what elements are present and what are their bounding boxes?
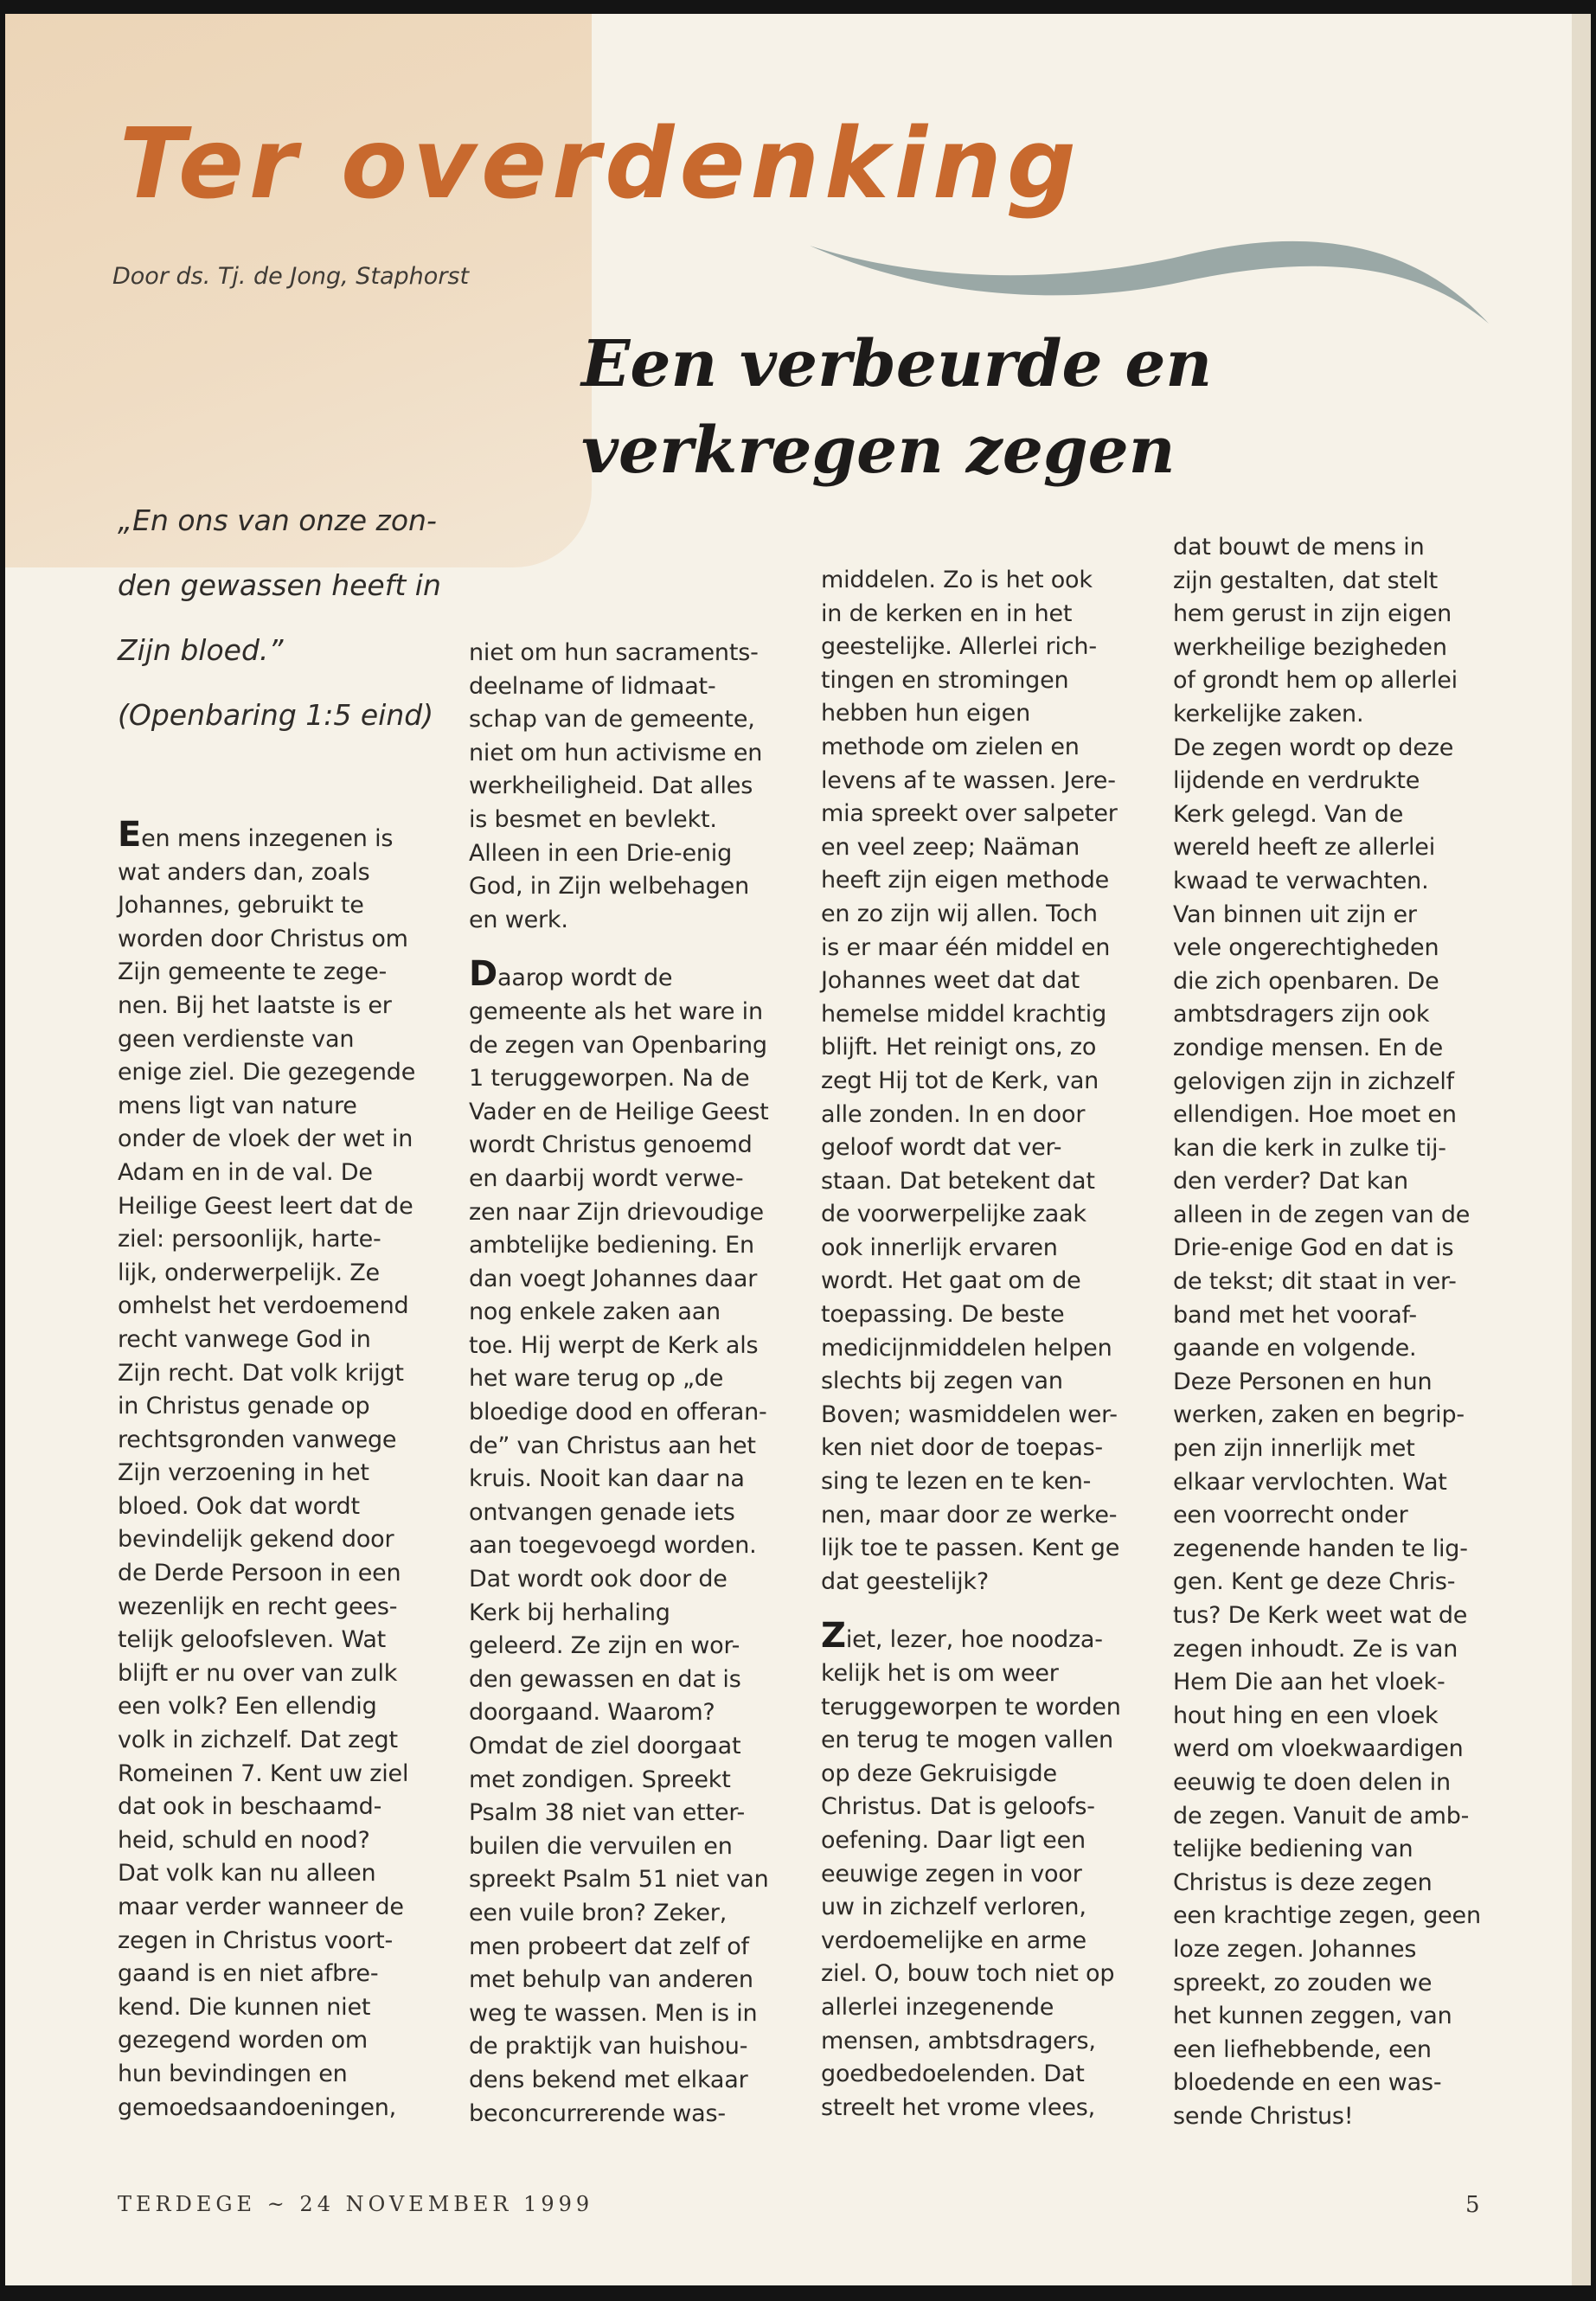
text-line: gezegend worden om <box>118 2027 369 2054</box>
text-line: geen verdienste van <box>118 1025 355 1053</box>
text-line: sende Christus! <box>1173 2102 1354 2130</box>
text-line: enige ziel. Die gezegende <box>118 1059 416 1086</box>
text-line: Zijn gemeente te zege- <box>118 958 388 986</box>
text-line: de zegen. Vanuit de amb- <box>1173 1802 1470 1830</box>
text-line: zegen inhoudt. Ze is van <box>1173 1635 1458 1663</box>
text-line: heeft zijn eigen methode <box>821 867 1110 894</box>
text-line: gemeente als het ware in <box>469 997 763 1025</box>
text-line: Christus. Dat is geloofs- <box>821 1793 1095 1821</box>
text-line: gaand is en niet afbre- <box>118 1960 379 1988</box>
drop-cap: E <box>118 815 142 855</box>
text-line: bloedige dood en offeran- <box>469 1399 767 1426</box>
text-line: eeuwige zegen in voor <box>821 1860 1082 1888</box>
text-line: elkaar vervlochten. Wat <box>1173 1468 1447 1496</box>
text-line: Van binnen uit zijn er <box>1173 901 1417 928</box>
column-lines <box>469 996 798 2131</box>
header-background <box>5 14 592 567</box>
text-line: telijk geloofsleven. Wat <box>118 1626 387 1654</box>
text-line: ziel: persoonlijk, harte- <box>118 1226 381 1253</box>
text-line: en mens inzegenen is <box>141 825 394 852</box>
text-line: Vader en de Heilige Geest <box>469 1098 769 1125</box>
text-line: Dat volk kan nu alleen <box>118 1860 376 1888</box>
text-line: en veel zeep; Naäman <box>821 833 1080 861</box>
text-line: zegen in Christus voort- <box>118 1926 394 1954</box>
text-line: en daarbij wordt verwe- <box>469 1164 744 1192</box>
text-line: bloed. Ook dat wordt <box>118 1492 360 1520</box>
text-line: een volk? Een ellendig <box>118 1693 377 1721</box>
text-line: dens bekend met elkaar <box>469 2066 748 2093</box>
text-line: blijft er nu over van zulk <box>118 1659 398 1687</box>
text-line: kwaad te verwachten. <box>1173 867 1429 894</box>
text-line: dat bouwt de mens in <box>1173 534 1425 561</box>
text-line: kelijk het is om weer <box>821 1660 1059 1687</box>
text-line: geloof wordt dat ver- <box>821 1134 1062 1162</box>
text-line: kerkelijke zaken. <box>1173 700 1364 727</box>
article-headline <box>581 321 1212 494</box>
text-line: die zich openbaren. De <box>1173 967 1439 995</box>
text-line: oefening. Daar ligt een <box>821 1826 1086 1854</box>
text-line: de Derde Persoon in een <box>118 1560 401 1587</box>
text-line: Zijn recht. Dat volk krijgt <box>118 1359 404 1387</box>
text-column-4 <box>1173 531 1502 2134</box>
text-line: ellendigen. Hoe moet en <box>1173 1101 1457 1129</box>
text-line: pen zijn innerlijk met <box>1173 1435 1415 1463</box>
text-line: Adam en in de val. De <box>118 1158 373 1186</box>
text-line: recht vanwege God in <box>118 1325 371 1353</box>
text-line: zijn gestalten, dat stelt <box>1173 567 1439 594</box>
text-line: werken, zaken en begrip- <box>1173 1401 1465 1429</box>
text-column-3 <box>821 564 1150 2125</box>
text-line: toepassing. De beste <box>821 1301 1065 1329</box>
text-line: Zijn verzoening in het <box>118 1459 369 1487</box>
text-line: geestelijke. Allerlei rich- <box>821 633 1097 661</box>
text-line: 1 teruggeworpen. Na de <box>469 1065 750 1093</box>
text-line: de” van Christus aan het <box>469 1432 756 1459</box>
text-line: Christus is deze zegen <box>1173 1868 1433 1896</box>
text-line: niet om hun sacraments- <box>469 639 759 666</box>
text-line: sing te lezen en te ken- <box>821 1468 1092 1496</box>
text-line: aarop wordt de <box>497 965 673 992</box>
text-line: dat geestelijk? <box>821 1567 989 1595</box>
text-line: medicijnmiddelen helpen <box>821 1334 1112 1362</box>
text-line: hemelse middel krachtig <box>821 1000 1107 1028</box>
text-line: worden door Christus om <box>118 925 408 952</box>
text-line: goedbedoelenden. Dat <box>821 2061 1085 2088</box>
text-line: ambtsdragers zijn ook <box>1173 1001 1430 1029</box>
magazine-page <box>5 14 1591 2285</box>
text-line: wat anders dan, zoals <box>118 858 370 886</box>
column-lines <box>469 637 798 937</box>
text-line: wezenlijk en recht gees- <box>118 1593 398 1620</box>
text-line: mens ligt van nature <box>118 1092 357 1119</box>
text-line: God, in Zijn welbehagen <box>469 873 750 901</box>
text-line: dat ook in beschaamd- <box>118 1793 382 1821</box>
text-line: is er maar één middel en <box>821 933 1111 961</box>
text-line: bloedende en een was- <box>1173 2069 1442 2097</box>
text-line: men probeert dat zelf of <box>469 1932 749 1960</box>
text-line: methode om zielen en <box>821 733 1080 760</box>
text-line: wordt Christus genoemd <box>469 1131 753 1159</box>
text-line: het ware terug op „de <box>469 1365 724 1393</box>
text-line: uw in zichzelf verloren, <box>821 1894 1086 1921</box>
text-line: een voorrecht onder <box>1173 1502 1408 1529</box>
quote-line: „En ons van onze zon- <box>118 503 437 537</box>
text-line: telijke bediening van <box>1173 1836 1413 1863</box>
text-line: bevindelijk gekend door <box>118 1526 394 1554</box>
text-line: op deze Gekruisigde <box>821 1759 1057 1787</box>
text-line: de voorwerpelijke zaak <box>821 1201 1086 1228</box>
quote-line: den gewassen heeft in <box>118 568 441 602</box>
text-line: wereld heeft ze allerlei <box>1173 834 1436 862</box>
text-line: zen naar Zijn drievoudige <box>469 1198 764 1226</box>
text-line: de zegen van Openbaring <box>469 1031 767 1059</box>
text-line: deelname of lidmaat- <box>469 672 716 700</box>
text-line: met behulp van anderen <box>469 1966 753 1994</box>
text-line: werd om vloekwaardigen <box>1173 1735 1464 1763</box>
column-lines <box>821 564 1150 1599</box>
column-lines <box>821 1657 1150 2125</box>
text-column-2 <box>469 637 798 2131</box>
text-line: iet, lezer, hoe noodza- <box>845 1626 1103 1654</box>
text-line: nen, maar door ze werke- <box>821 1501 1118 1529</box>
text-line: is besmet en bevlekt. <box>469 805 717 833</box>
text-line: een vuile bron? Zeker, <box>469 1899 727 1926</box>
text-line: loze zegen. Johannes <box>1173 1935 1417 1963</box>
text-line: mia spreekt over salpeter <box>821 800 1118 828</box>
text-line: levens af te wassen. Jere- <box>821 766 1116 794</box>
text-line: De zegen wordt op deze <box>1173 734 1454 761</box>
paragraph-opening <box>469 954 798 996</box>
text-line: streelt het vrome vlees, <box>821 2093 1095 2121</box>
text-line: gelovigen zijn in zichzelf <box>1173 1067 1454 1095</box>
text-line: hebben hun eigen <box>821 700 1031 727</box>
paragraph-opening <box>821 1616 1150 1657</box>
text-line: verdoemelijke en arme <box>821 1926 1086 1954</box>
text-line: dan voegt Johannes daar <box>469 1265 758 1292</box>
text-line: werkheiligheid. Dat alles <box>469 772 753 800</box>
paragraph-opening <box>118 815 446 856</box>
text-line: niet om hun activisme en <box>469 739 763 766</box>
decorative-swoosh <box>810 220 1489 332</box>
text-line: tus? De Kerk weet wat de <box>1173 1602 1468 1629</box>
drop-cap: D <box>469 954 498 995</box>
text-line: maar verder wanneer de <box>118 1894 404 1920</box>
text-line: de praktijk van huishou- <box>469 2033 748 2061</box>
text-column-1 <box>118 815 446 2125</box>
text-line: zegt Hij tot de Kerk, van <box>821 1067 1099 1094</box>
text-line: zegenende handen te lig- <box>1173 1535 1468 1562</box>
text-line: hem gerust in zijn eigen <box>1173 600 1452 628</box>
column-lines <box>118 856 446 2125</box>
text-line: kruis. Nooit kan daar na <box>469 1465 745 1493</box>
text-line: spreekt, zo zouden we <box>1173 1969 1433 1997</box>
text-line: zondige mensen. En de <box>1173 1034 1444 1061</box>
quote-line: Zijn bloed.” <box>118 633 284 667</box>
text-line: geleerd. Ze zijn en wor- <box>469 1632 740 1660</box>
text-line: allerlei inzegenende <box>821 1993 1054 2021</box>
text-line: Dat wordt ook door de <box>469 1566 727 1593</box>
text-line: onder de vloek der wet in <box>118 1125 413 1153</box>
text-line: band met het vooraf- <box>1173 1301 1417 1329</box>
text-line: in Christus genade op <box>118 1393 370 1420</box>
text-line: de tekst; dit staat in ver- <box>1173 1268 1457 1296</box>
page-number: 5 <box>1465 2192 1480 2218</box>
drop-cap: Z <box>821 1616 846 1657</box>
text-line: met zondigen. Spreekt <box>469 1766 731 1793</box>
text-line: schap van de gemeente, <box>469 706 755 734</box>
text-line: Alleen in een Drie-enig <box>469 839 733 867</box>
text-line: Romeinen 7. Kent uw ziel <box>118 1759 409 1787</box>
text-line: heid, schuld en nood? <box>118 1826 370 1854</box>
quote-reference: (Openbaring 1:5 eind) <box>118 698 434 732</box>
text-line: Johannes, gebruikt te <box>118 892 364 920</box>
text-line: gen. Kent ge deze Chris- <box>1173 1568 1456 1596</box>
text-line: en werk. <box>469 906 568 933</box>
text-line: Omdat de ziel doorgaat <box>469 1733 741 1759</box>
text-line: slechts bij zegen van <box>821 1368 1063 1395</box>
text-line: of grondt hem op allerlei <box>1173 667 1458 695</box>
headline-line: verkregen zegen <box>581 413 1176 488</box>
text-line: wordt. Het gaat om de <box>821 1267 1081 1295</box>
headline-line: Een verbeurde en <box>581 327 1213 401</box>
text-line: gemoedsaandoeningen, <box>118 2093 397 2121</box>
page-edge <box>1572 14 1591 2285</box>
text-line: nen. Bij het laatste is er <box>118 991 392 1019</box>
publication-footer: TERDEGE ~ 24 NOVEMBER 1999 <box>118 2192 594 2216</box>
text-line: ken niet door de toepas- <box>821 1434 1103 1462</box>
text-line: volk in zichzelf. Dat zegt <box>118 1727 398 1754</box>
text-line: rechtsgronden vanwege <box>118 1426 397 1453</box>
text-line: Kerk gelegd. Van de <box>1173 800 1404 828</box>
text-line: het kunnen zeggen, van <box>1173 2003 1452 2030</box>
scripture-quote <box>118 488 464 747</box>
text-line: ook innerlijk ervaren <box>821 1234 1058 1261</box>
text-line: eeuwig te doen delen in <box>1173 1768 1451 1796</box>
text-line: Deze Personen en hun <box>1173 1368 1433 1395</box>
text-line: doorgaand. Waarom? <box>469 1699 715 1727</box>
text-line: een krachtige zegen, geen <box>1173 1902 1481 1930</box>
text-line: in de kerken en in het <box>821 599 1073 627</box>
text-line: den verder? Dat kan <box>1173 1168 1408 1195</box>
text-line: gaande en volgende. <box>1173 1335 1417 1362</box>
text-line: alleen in de zegen van de <box>1173 1201 1471 1228</box>
text-line: aan toegevoegd worden. <box>469 1532 757 1560</box>
text-line: hun bevindingen en <box>118 2060 348 2087</box>
text-line: kend. Die kunnen niet <box>118 1993 371 2021</box>
text-line: lijk, onderwerpelijk. Ze <box>118 1259 380 1286</box>
text-line: Kerk bij herhaling <box>469 1599 670 1626</box>
text-line: staan. Dat betekent dat <box>821 1167 1095 1195</box>
text-line: spreekt Psalm 51 niet van <box>469 1866 769 1894</box>
text-line: vele ongerechtigheden <box>1173 934 1439 962</box>
text-line: ziel. O, bouw toch niet op <box>821 1960 1115 1988</box>
text-line: lijk toe te passen. Kent ge <box>821 1535 1120 1562</box>
text-line: weg te wassen. Men is in <box>469 1999 758 2027</box>
text-line: den gewassen en dat is <box>469 1665 741 1693</box>
text-line: ontvangen genade iets <box>469 1498 735 1526</box>
text-line: builen die vervuilen en <box>469 1832 733 1860</box>
text-line: Drie-enige God en dat is <box>1173 1234 1454 1262</box>
text-line: omhelst het verdoemend <box>118 1292 409 1320</box>
text-line: werkheilige bezigheden <box>1173 633 1447 661</box>
text-line: Hem Die aan het vloek- <box>1173 1669 1445 1696</box>
section-kicker: Ter overdenking <box>119 108 1081 221</box>
text-line: toe. Hij werpt de Kerk als <box>469 1331 759 1359</box>
text-line: tingen en stromingen <box>821 666 1069 694</box>
text-line: beconcurrerende was- <box>469 2099 726 2127</box>
text-line: alle zonden. In en door <box>821 1100 1086 1128</box>
text-line: teruggeworpen te worden <box>821 1693 1121 1721</box>
text-line: en zo zijn wij allen. Toch <box>821 900 1098 927</box>
text-line: kan die kerk in zulke tij- <box>1173 1134 1446 1162</box>
text-line: Psalm 38 niet van etter- <box>469 1799 746 1827</box>
text-line: middelen. Zo is het ook <box>821 567 1093 593</box>
text-line: Johannes weet dat dat <box>821 967 1080 995</box>
text-line: blijft. Het reinigt ons, zo <box>821 1034 1097 1061</box>
text-line: mensen, ambtsdragers, <box>821 2027 1096 2054</box>
author-byline: Door ds. Tj. de Jong, Staphorst <box>112 263 470 290</box>
text-line: lijdende en verdrukte <box>1173 767 1420 795</box>
text-line: een liefhebbende, een <box>1173 2035 1432 2063</box>
text-line: Heilige Geest leert dat de <box>118 1192 413 1220</box>
text-line: Boven; wasmiddelen wer- <box>821 1400 1118 1428</box>
text-line: nog enkele zaken aan <box>469 1298 721 1326</box>
text-line: hout hing en een vloek <box>1173 1702 1439 1729</box>
column-lines <box>1173 531 1502 2134</box>
text-line: ambtelijke bediening. En <box>469 1232 754 1259</box>
text-line: en terug te mogen vallen <box>821 1727 1113 1754</box>
